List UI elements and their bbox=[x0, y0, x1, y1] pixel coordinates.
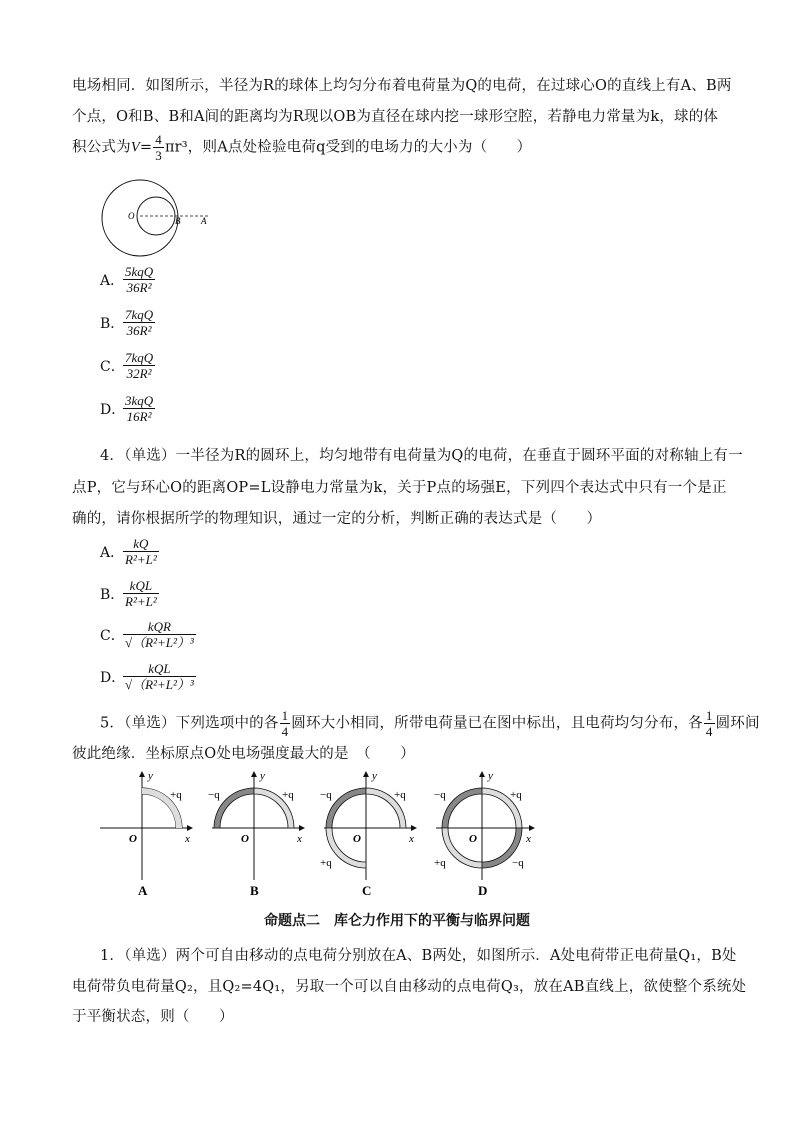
p3-line2: 个点，O和B、B和A间的距离均为R现以OB为直径在球内挖一球形空腔，若静电力常量为k，球的体 bbox=[72, 109, 719, 125]
p1-line2: 电荷带负电荷量Q₂，且Q₂=4Q₁，另取一个可以自由移动的点电荷Q₃，放在AB直线上，欲使整个系统处 bbox=[72, 979, 747, 995]
diagram-b bbox=[208, 770, 304, 898]
p3-line3: 积公式为V= $\frac{4}{3}$ πr³，则A点处检验电荷q受到的电场力的大小为（ ） bbox=[72, 132, 532, 163]
svg-text:+q: +q bbox=[282, 789, 294, 801]
p4-option-b[interactable]: B． $\frac{\text{kQL}}{\text{R²+L²}}$ bbox=[100, 578, 157, 609]
svg-text:x: x bbox=[297, 833, 302, 845]
svg-text:+q: +q bbox=[394, 789, 406, 801]
p4-option-d[interactable]: D． $\frac{\text{kQL}}{\text{√（R²+L²）³}}$ bbox=[100, 661, 194, 692]
p3-option-d[interactable]: D． $\frac{\text{3kqQ}}{\text{16R²}}$ bbox=[100, 393, 154, 424]
sphere-cavity-figure bbox=[100, 178, 220, 260]
volume-fraction: $\frac{4}{3}$ bbox=[155, 132, 162, 163]
section-heading: 命题点二 库仑力作用下的平衡与临界问题 bbox=[264, 913, 530, 929]
svg-text:+q: +q bbox=[510, 789, 522, 801]
axis-y-label: y bbox=[148, 770, 153, 782]
svg-text:x: x bbox=[526, 833, 531, 845]
diagram-c bbox=[320, 770, 416, 898]
svg-text:−q: −q bbox=[512, 857, 524, 869]
p1-line1: 1．（单选）两个可自由移动的点电荷分别放在A、B两处，如图所示．A处电荷带正电荷量Q₁，B处 bbox=[100, 948, 737, 964]
p3-option-c[interactable]: C． $\frac{\text{7kqQ}}{\text{32R²}}$ bbox=[100, 350, 154, 381]
svg-text:O: O bbox=[241, 833, 249, 845]
p3-option-a[interactable]: A． $\frac{\text{5kqQ}}{\text{36R²}}$ bbox=[100, 264, 154, 295]
svg-text:x: x bbox=[409, 833, 414, 845]
svg-text:−q: −q bbox=[320, 789, 332, 801]
diagram-d-caption: D bbox=[478, 883, 488, 898]
p5-line1: 5．（单选）下列选项中的各 $\frac{1}{4}$ 圆环大小相同，所带电荷量已在图中标出，且电荷均匀分布，各 $\frac{1}{4}$ 圆环间 bbox=[100, 708, 760, 739]
p3-option-b[interactable]: B． $\frac{\text{7kqQ}}{\text{36R²}}$ bbox=[100, 307, 154, 338]
svg-text:y: y bbox=[372, 770, 377, 782]
svg-text:O: O bbox=[353, 833, 361, 845]
diagram-c-caption: C bbox=[362, 883, 372, 898]
p4-line2: 点P，它与环心O的距离OP=L设静电力常量为k，关于P点的场强E，下列四个表达式中只有一个是正 bbox=[72, 480, 727, 496]
svg-text:+q: +q bbox=[170, 789, 182, 801]
point-B-label: B bbox=[175, 216, 181, 226]
diagram-d bbox=[434, 770, 534, 898]
diagram-a bbox=[100, 770, 192, 898]
p3-line1: 电场相同．如图所示，半径为R的球体上均匀分布着电荷量为Q的电荷，在过球心O的直线上有A、B两 bbox=[72, 78, 732, 94]
ring-diagrams bbox=[96, 768, 556, 898]
p4-option-c[interactable]: C． $\frac{\text{kQR}}{\text{√（R²+L²）³}}$ bbox=[100, 619, 194, 650]
p4-line1: 4．（单选）一半径为R的圆环上，均匀地带有电荷量为Q的电荷，在垂直于圆环平面的对称轴上有一 bbox=[100, 448, 743, 464]
svg-text:−q: −q bbox=[208, 789, 220, 801]
p4-line3: 确的，请你根据所学的物理知识，通过一定的分析，判断正确的表达式是（ ） bbox=[72, 511, 602, 527]
p4-option-a[interactable]: A． $\frac{kQ}{\text{R²+L²}}$ bbox=[100, 536, 157, 567]
point-A-label: A bbox=[201, 216, 207, 226]
svg-text:−q: −q bbox=[434, 789, 446, 801]
diagram-a-caption: A bbox=[138, 883, 148, 898]
point-O-label: O bbox=[128, 211, 135, 221]
svg-text:+q: +q bbox=[320, 857, 332, 869]
svg-text:y: y bbox=[488, 770, 493, 782]
p5-line2: 彼此绝缘．坐标原点O处电场强度最大的是 （ ） bbox=[72, 746, 415, 762]
svg-text:+q: +q bbox=[434, 857, 446, 869]
svg-text:O: O bbox=[129, 833, 137, 845]
svg-text:O: O bbox=[469, 833, 477, 845]
svg-text:x: x bbox=[185, 833, 190, 845]
p1-line3: 于平衡状态，则（ ） bbox=[72, 1009, 234, 1025]
diagram-b-caption: B bbox=[250, 883, 259, 898]
svg-text:y: y bbox=[260, 770, 265, 782]
